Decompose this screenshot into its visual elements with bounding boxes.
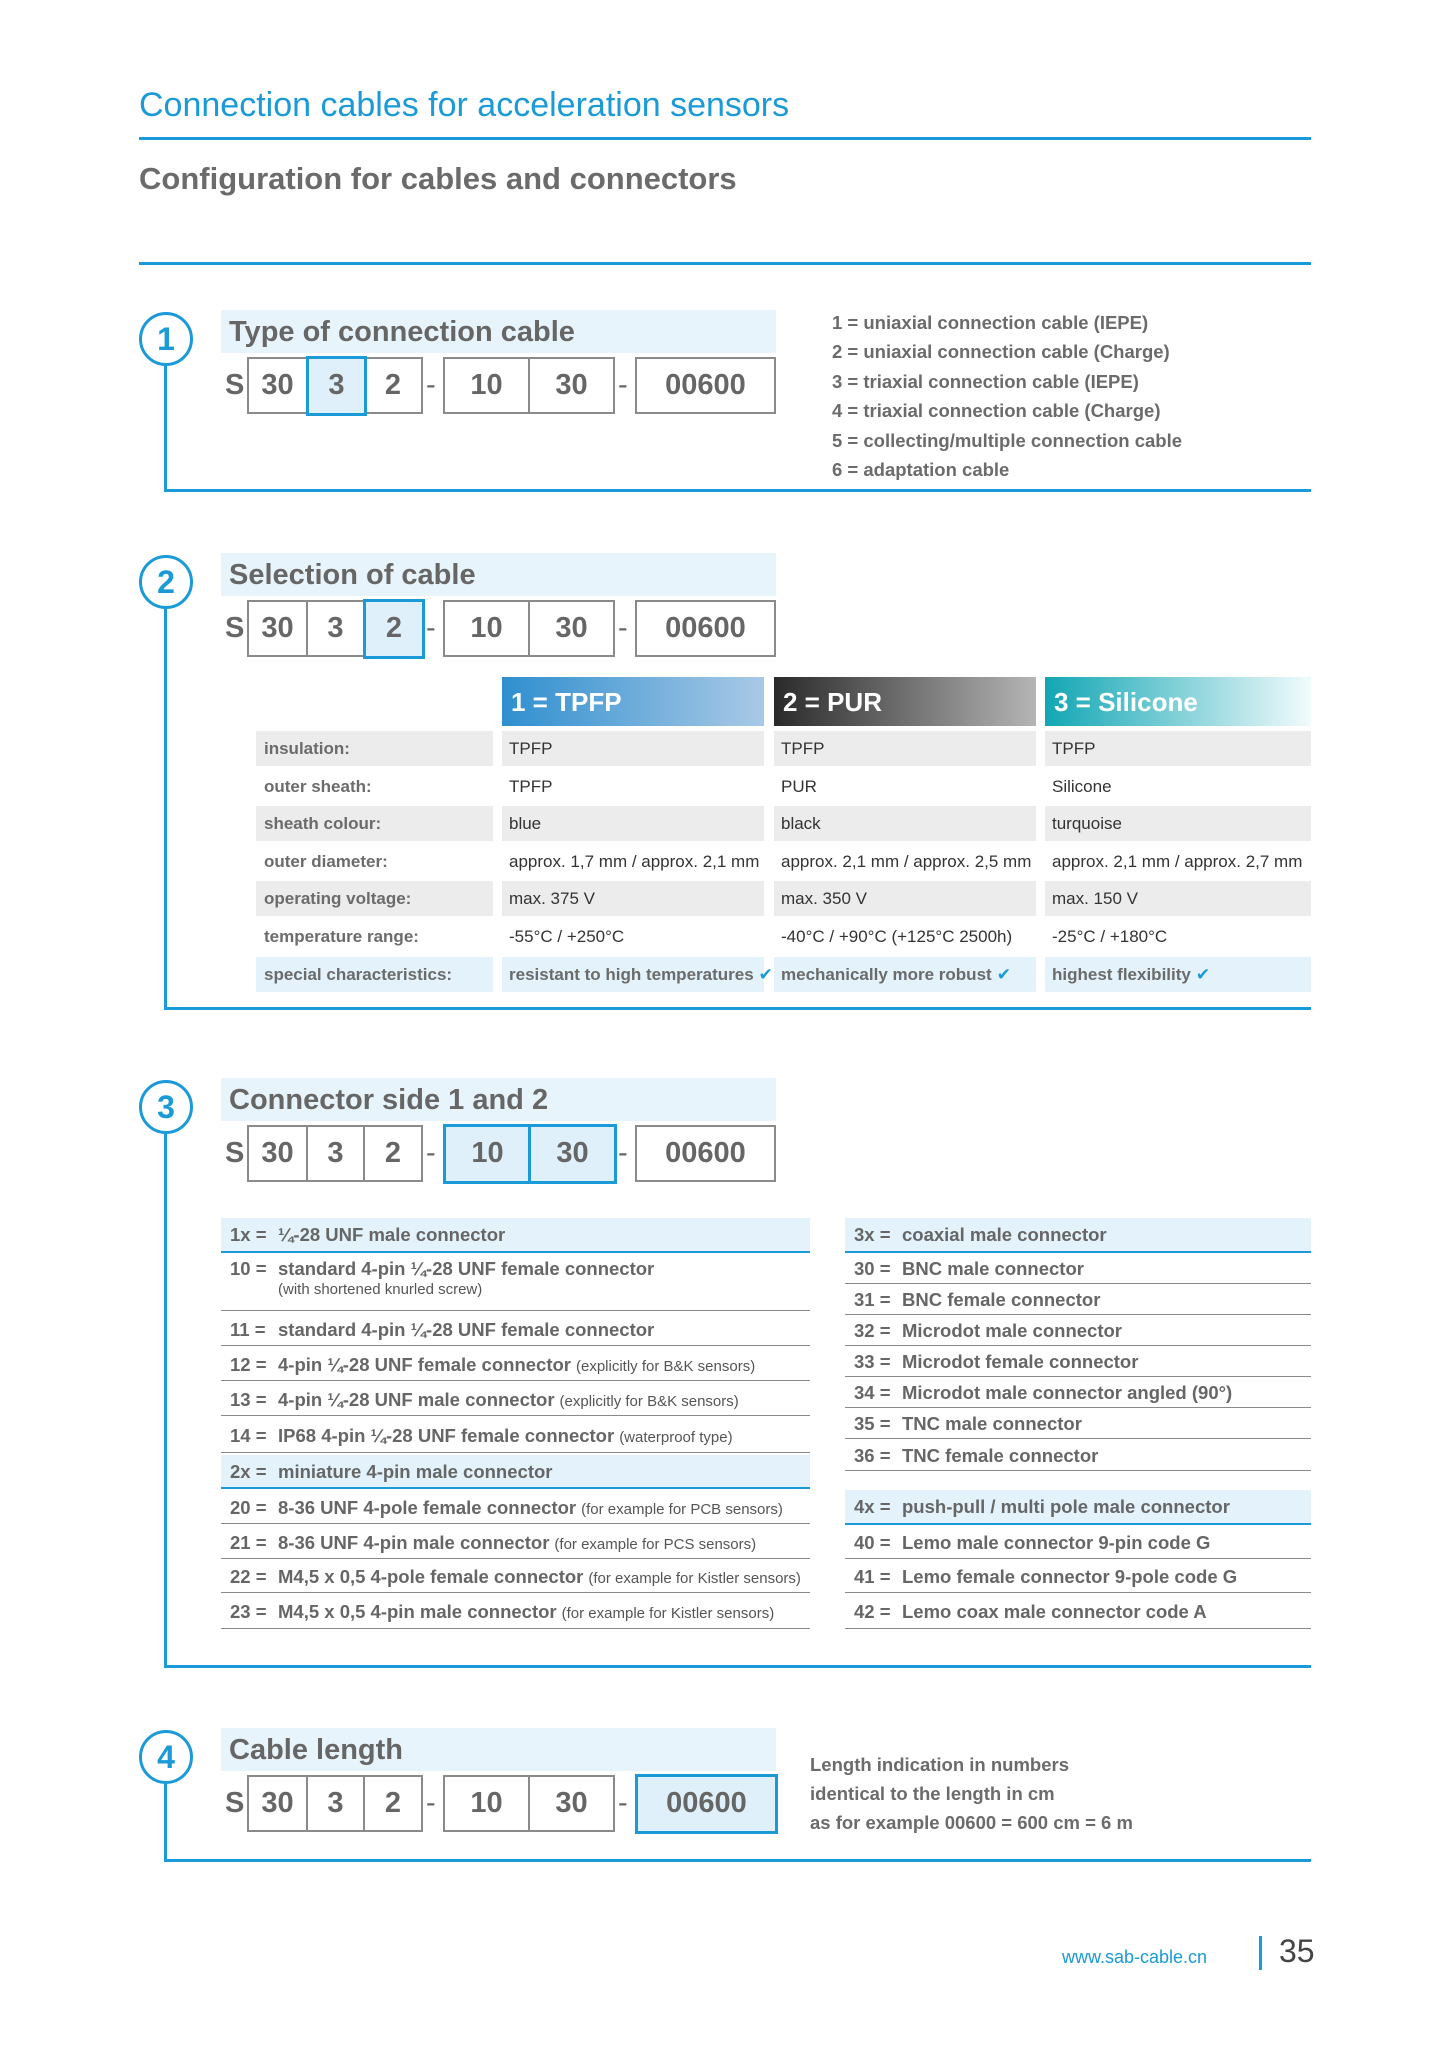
connector-item [845, 1526, 1311, 1559]
section-2-config [221, 553, 776, 657]
connector-item [221, 1560, 810, 1593]
table-cell-text: PUR [781, 777, 817, 796]
connector-item [221, 1595, 810, 1629]
table-cell-text: Silicone [1052, 777, 1112, 796]
connector-description: M4,5 x 0,5 4-pole female connector [278, 1566, 584, 1587]
code-field-length: 00600 [635, 600, 776, 657]
code-field-connector-1: 10 [443, 1775, 530, 1832]
table-cell [502, 731, 764, 766]
connector-item [221, 1254, 810, 1311]
connector-code: 10 = [230, 1258, 267, 1279]
connector-group-header [845, 1490, 1311, 1525]
table-cell-text: approx. 1,7 mm / approx. 2,1 mm [509, 852, 760, 871]
table-cell-text: highest flexibility [1052, 965, 1191, 984]
table-cell [502, 957, 773, 992]
code-field-series: 30 [247, 600, 308, 657]
code-field-series: 30 [247, 1125, 308, 1182]
section-2-number: 2 [139, 555, 193, 609]
material-header-tpfp: 1 = TPFP [502, 677, 764, 726]
table-cell-text: TPFP [509, 739, 553, 758]
code-field-connector-2: 30 [528, 357, 615, 414]
table-cell [502, 919, 764, 954]
code-dash: - [426, 1787, 436, 1819]
subtitle-divider [139, 262, 1311, 265]
code-field-series: 30 [247, 1775, 308, 1832]
section-3-bracket [164, 1108, 167, 1668]
list-item: 3 = triaxial connection cable (IEPE) [832, 370, 1139, 392]
connector-code: 23 = [230, 1601, 267, 1622]
code-field-connector-1: 10 [443, 600, 530, 657]
connector-description: M4,5 x 0,5 4-pin male connector [278, 1601, 557, 1622]
connector-description: TNC female connector [902, 1445, 1099, 1466]
connector-code: 42 = [854, 1601, 891, 1622]
table-row-label: outer sheath: [264, 777, 372, 796]
connector-description: 8-36 UNF 4-pin male connector [278, 1532, 550, 1553]
connector-item [221, 1383, 810, 1416]
code-row [221, 1125, 776, 1182]
connector-code: 32 = [854, 1320, 891, 1341]
connector-note: (with shortened knurled screw) [278, 1281, 483, 1298]
connector-group-header [845, 1218, 1311, 1253]
table-cell [774, 769, 1036, 804]
code-field-connector-1: 10 [443, 1124, 532, 1184]
connector-code: 11 = [230, 1319, 266, 1340]
code-field-length: 00600 [635, 357, 776, 414]
code-field-cable: 2 [363, 1775, 423, 1832]
connector-note: (explicitly for B&K sensors) [575, 1358, 756, 1375]
connector-code: 1x = [230, 1224, 267, 1245]
table-cell [774, 731, 1036, 766]
list-item: 1 = uniaxial connection cable (IEPE) [832, 312, 1149, 333]
connector-description: Microdot female connector [902, 1351, 1139, 1372]
connector-item [221, 1526, 810, 1559]
code-field-length: 00600 [635, 1125, 776, 1182]
checkmark-icon: ✔ [758, 965, 773, 984]
connector-item [845, 1285, 1311, 1315]
connector-description: ¼-28 UNF male connector [278, 1224, 506, 1245]
code-dash: - [618, 1787, 628, 1819]
connector-item [221, 1313, 810, 1346]
connector-note: (waterproof type) [619, 1429, 733, 1446]
table-cell [502, 806, 764, 841]
section-4-title: Cable length [221, 1728, 776, 1771]
table-cell-text: max. 375 V [509, 889, 595, 908]
list-item: 5 = collecting/multiple connection cable [832, 429, 1183, 451]
length-info-line: as for example 00600 = 600 cm = 6 m [810, 1812, 1133, 1833]
connector-description: Lemo male connector 9-pin code G [902, 1532, 1211, 1553]
table-cell-text: -55°C / +250°C [509, 927, 625, 946]
table-cell-text: -40°C / +90°C (+125°C 2500h) [781, 927, 1013, 946]
table-cell-text: turquoise [1052, 814, 1122, 833]
page-subtitle: Configuration for cables and connectors [139, 161, 737, 196]
table-cell [1045, 806, 1311, 841]
connector-code: 33 = [854, 1351, 891, 1372]
connector-item [845, 1378, 1311, 1408]
table-cell-text: blue [509, 814, 542, 833]
page-header-title: Connection cables for acceleration sensors [139, 86, 790, 124]
table-cell [774, 881, 1036, 916]
code-field-connector-2: 30 [528, 1124, 617, 1184]
table-cell [774, 919, 1036, 954]
section-1-divider [164, 489, 1311, 492]
connector-description: IP68 4-pin ¼-28 UNF female connector [278, 1425, 615, 1446]
table-cell-text: mechanically more robust [781, 965, 992, 984]
code-prefix: S [225, 1137, 245, 1169]
code-dash: - [426, 1137, 436, 1169]
connector-description: TNC male connector [902, 1413, 1082, 1434]
section-3-divider [164, 1665, 1311, 1668]
connector-item [845, 1560, 1311, 1593]
table-cell-text: max. 150 V [1052, 889, 1138, 908]
table-cell [502, 881, 764, 916]
connector-code: 41 = [854, 1566, 891, 1587]
table-cell-text: approx. 2,1 mm / approx. 2,5 mm [781, 852, 1032, 871]
section-1-config [221, 310, 776, 414]
code-dash: - [426, 369, 436, 401]
section-2-title: Selection of cable [221, 553, 776, 596]
connector-description: Lemo female connector 9-pole code G [902, 1566, 1238, 1587]
connector-note: (for example for Kistler sensors) [588, 1570, 801, 1587]
code-dash: - [618, 612, 628, 644]
connector-code: 31 = [854, 1289, 891, 1310]
connector-item [845, 1595, 1311, 1629]
footer-separator [1259, 1936, 1262, 1970]
code-field-connector-1: 10 [443, 357, 530, 414]
connector-description: 4-pin ¼-28 UNF female connector [278, 1354, 571, 1375]
code-prefix: S [225, 369, 245, 401]
connector-note: (for example for PCS sensors) [554, 1536, 757, 1553]
connector-description: standard 4-pin ¼-28 UNF female connector [278, 1319, 655, 1340]
section-3-number: 3 [139, 1080, 193, 1134]
table-cell [1045, 769, 1311, 804]
table-row-label: insulation: [256, 731, 493, 766]
section-2-divider [164, 1007, 1311, 1010]
code-field-cable: 2 [363, 599, 425, 659]
connector-note: (for example for Kistler sensors) [561, 1605, 775, 1622]
connector-description: push-pull / multi pole male connector [902, 1496, 1230, 1517]
table-cell-text: TPFP [1052, 739, 1096, 758]
connector-code: 20 = [230, 1497, 267, 1518]
connector-code: 35 = [854, 1413, 891, 1434]
code-row [221, 600, 776, 657]
footer-url-link[interactable]: www.sab-cable.cn [1062, 1947, 1208, 1967]
connector-description: BNC male connector [902, 1258, 1084, 1279]
table-cell-text: -25°C / +180°C [1052, 927, 1168, 946]
table-cell-text: TPFP [509, 777, 553, 796]
table-cell-text: resistant to high temperatures [509, 965, 754, 984]
section-4-divider [164, 1859, 1311, 1862]
table-cell [1045, 919, 1311, 954]
table-row-label: temperature range: [264, 927, 419, 946]
connector-item [845, 1254, 1311, 1284]
section-4-number: 4 [139, 1730, 193, 1784]
connector-description: BNC female connector [902, 1289, 1101, 1310]
connector-code: 3x = [854, 1224, 891, 1245]
table-cell [774, 957, 1036, 992]
code-field-cable: 2 [363, 357, 423, 414]
table-cell [1045, 957, 1311, 992]
connector-description: 4-pin ¼-28 UNF male connector [278, 1389, 555, 1410]
section-4-config [221, 1728, 776, 1832]
code-field-length: 00600 [635, 1774, 778, 1834]
table-row-label: sheath colour: [256, 806, 493, 841]
connector-description: Microdot male connector [902, 1320, 1122, 1341]
table-cell [1045, 731, 1311, 766]
table-row-label: outer diameter: [264, 852, 388, 871]
connector-code: 34 = [854, 1382, 891, 1403]
code-field-cable-type: 3 [306, 600, 365, 657]
connector-group-header [221, 1455, 810, 1489]
connector-item [845, 1440, 1311, 1471]
section-1-title: Type of connection cable [221, 310, 776, 353]
section-2-bracket [164, 583, 167, 1010]
connector-code: 22 = [230, 1566, 267, 1587]
connector-description: coaxial male connector [902, 1224, 1107, 1245]
connector-item [221, 1491, 810, 1524]
length-info [810, 1750, 1133, 1837]
table-cell-text: TPFP [781, 739, 825, 758]
table-cell [774, 806, 1036, 841]
section-3-title: Connector side 1 and 2 [221, 1078, 776, 1121]
material-header-pur: 2 = PUR [774, 677, 1036, 726]
header-divider [139, 137, 1311, 140]
connector-description: standard 4-pin ¼-28 UNF female connector [278, 1258, 655, 1279]
connector-item [845, 1347, 1311, 1377]
table-cell [502, 769, 764, 804]
connector-code: 2x = [230, 1461, 267, 1482]
connector-item [221, 1418, 810, 1453]
table-row-label: operating voltage: [256, 881, 493, 916]
code-row [221, 357, 776, 414]
checkmark-icon: ✔ [996, 965, 1011, 984]
connector-code: 30 = [854, 1258, 891, 1279]
code-field-connector-2: 30 [528, 600, 615, 657]
connector-code: 13 = [230, 1389, 267, 1410]
code-field-cable: 2 [363, 1125, 423, 1182]
code-dash: - [426, 612, 436, 644]
connector-code: 4x = [854, 1496, 891, 1517]
length-info-line: Length indication in numbers [810, 1754, 1069, 1775]
code-row [221, 1775, 776, 1832]
connector-note: (explicitly for B&K sensors) [559, 1393, 739, 1410]
list-item: 4 = triaxial connection cable (Charge) [832, 400, 1161, 422]
list-item: 2 = uniaxial connection cable (Charge) [832, 341, 1170, 363]
checkmark-icon: ✔ [1195, 965, 1211, 984]
connector-code: 36 = [854, 1445, 891, 1466]
section-3-config [221, 1078, 776, 1182]
length-info-line: identical to the length in cm [810, 1783, 1055, 1804]
connector-item [845, 1316, 1311, 1346]
section-1-number: 1 [139, 312, 193, 366]
table-cell [1045, 881, 1311, 916]
connector-description: 8-36 UNF 4-pole female connector [278, 1497, 577, 1518]
code-prefix: S [225, 612, 245, 644]
connector-item [221, 1348, 810, 1381]
table-row-label: special characteristics: [256, 957, 493, 992]
connector-note: (for example for PCB sensors) [581, 1501, 783, 1518]
connector-description: miniature 4-pin male connector [278, 1461, 553, 1482]
page-number: 35 [1279, 1933, 1315, 1969]
code-dash: - [618, 369, 628, 401]
cable-type-list [832, 308, 1182, 484]
connector-group-header [221, 1218, 810, 1253]
code-dash: - [618, 1137, 628, 1169]
code-field-series: 30 [247, 357, 308, 414]
connector-item [845, 1409, 1311, 1439]
code-field-connector-2: 30 [528, 1775, 615, 1832]
connector-code: 40 = [854, 1532, 891, 1553]
connector-code: 14 = [230, 1425, 267, 1446]
list-item: 6 = adaptation cable [832, 459, 1010, 481]
table-cell [1045, 844, 1311, 879]
connector-description: Lemo coax male connector code A [902, 1601, 1207, 1622]
table-cell [774, 844, 1036, 879]
table-cell-text: black [781, 814, 821, 833]
connector-description: Microdot male connector angled (90°) [902, 1382, 1233, 1403]
connector-code: 12 = [230, 1354, 267, 1375]
connector-code: 21 = [230, 1532, 267, 1553]
table-cell [502, 844, 764, 879]
code-field-cable-type: 3 [306, 1125, 365, 1182]
code-prefix: S [225, 1787, 245, 1819]
material-header-silicone: 3 = Silicone [1045, 677, 1311, 726]
table-cell-text: max. 350 V [781, 889, 867, 908]
code-field-cable-type: 3 [306, 1775, 365, 1832]
table-cell-text: approx. 2,1 mm / approx. 2,7 mm [1052, 852, 1303, 871]
code-field-cable-type: 3 [306, 356, 367, 416]
